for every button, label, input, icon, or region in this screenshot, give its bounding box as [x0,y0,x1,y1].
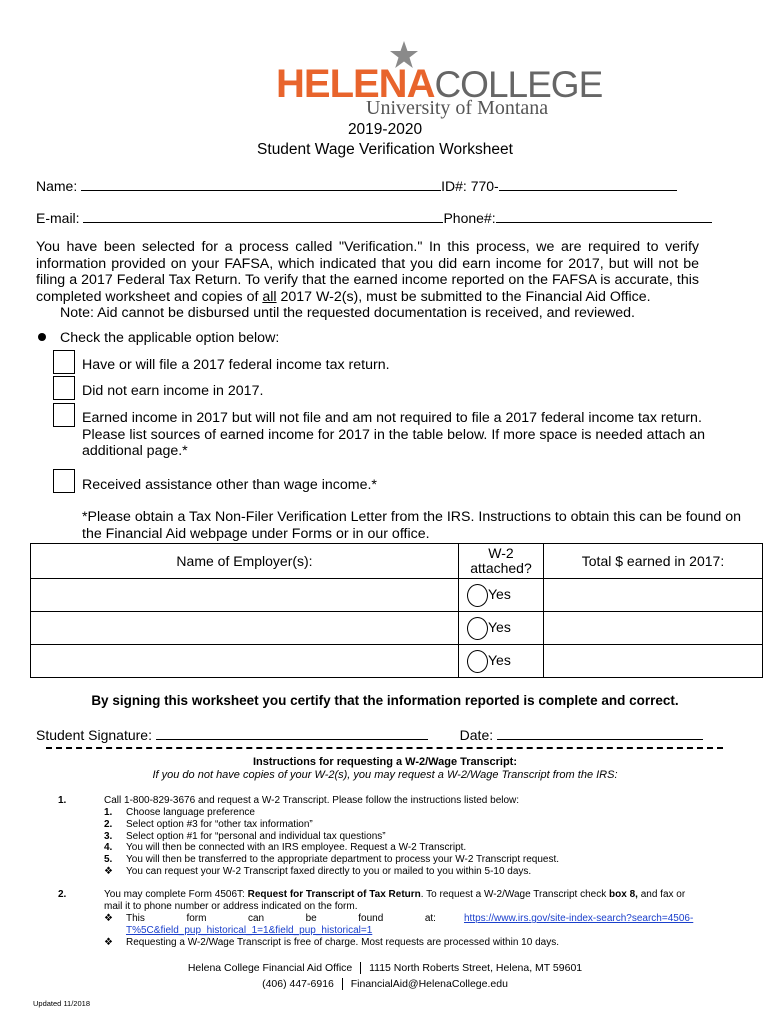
w2-yes-radio[interactable] [467,617,488,640]
step-2-bullet-1: ❖ This form can be found at: https://www.irs.gov/site-index-search?search=4506- [104,913,694,924]
date-field[interactable] [497,725,703,740]
list-item: 4. You will then be connected with an IRS employee. Request a W-2 Transcript. [104,842,467,854]
options-footnote: *Please obtain a Tax Non-Filer Verification Letter from the IRS. Instructions to obtain this can be found on the Financial Aid webpage under Forms or in our office. [82,509,742,542]
certify-statement: By signing this worksheet you certify that the information reported is complete and correct. [91,693,679,708]
name-row [36,176,677,194]
date-label: Date: [459,727,494,743]
header-employer: Name of Employer(s): [31,544,459,579]
option-checkbox-other-assistance[interactable] [53,469,75,493]
employer-cell[interactable] [31,645,459,678]
step-2-bullet-2: ❖ Requesting a W-2/Wage Transcript is free of charge. Most requests are processed within 10 days. [104,937,559,948]
bullet-icon [38,333,46,341]
footer-phone: (406) 447-6916 [262,978,334,990]
option-label-file: Have or will file a 2017 federal income tax return. [82,357,390,373]
step-2-link-continued [126,925,372,937]
table-row [31,579,763,612]
irs-form-link[interactable]: https://www.irs.gov/site-index-search?search=4506- [464,913,694,924]
instructions-title: Instructions for requesting a W-2/Wage Transcript: [252,756,518,768]
irs-form-link-cont[interactable]: T%5C&field_pup_historical_1=1&field_pup_historical=1 [126,925,373,936]
footer-address-line: Helena College Financial Aid Office 1115 North Roberts Street, Helena, MT 59601 [187,962,583,974]
w2-yes-label: Yes [488,618,511,635]
name-label: Name: [36,178,78,194]
email-row [36,208,712,226]
phone-label: Phone#: [443,210,496,226]
options-heading: Check the applicable option below: [60,330,280,346]
option-label-not-filing: Earned income in 2017 but will not file and am not required to file a 2017 federal income tax return. Please list sources of earned income for 2017 in the table below. If more space is needed attach an additional page.* [82,410,706,460]
w2-yes-radio[interactable] [467,584,488,607]
w2-yes-radio[interactable] [467,650,488,673]
step-1-number: 1. [58,795,67,806]
option-checkbox-file[interactable] [53,350,75,374]
signature-label: Student Signature: [36,727,152,743]
email-field[interactable] [83,208,443,223]
w2-yes-label: Yes [488,651,511,668]
email-label: E-mail: [36,210,80,226]
option-checkbox-no-income[interactable] [53,376,75,400]
name-field[interactable] [81,176,441,191]
phone-field[interactable] [496,208,712,223]
step-1-list [104,807,559,878]
id-field[interactable] [499,176,677,191]
list-item: ❖ You can request your W-2 Transcript faxed directly to you or mailed to you within 5-10 days. [104,865,532,877]
instructions-subtitle: If you do not have copies of your W-2(s), you may request a W-2/Wage Transcript from the IRS: [152,769,618,781]
option-checkbox-not-filing[interactable] [53,403,75,427]
table-row [31,645,763,678]
logo-college: COLLEGE [434,64,603,105]
table-header-row [31,544,763,579]
w2-cell [459,645,544,678]
intro-text-underlined: all [262,288,277,305]
list-item: 3. Select option #1 for “personal and individual tax questions” [104,830,386,842]
intro-text-2: 2017 W-2(s), must be submitted to the Financial Aid Office. [276,288,651,305]
employer-table [30,543,763,678]
id-label: ID#: 770- [441,178,499,194]
step-2-text: You may complete Form 4506T: Request for Transcript of Tax Return. To request a W-2/Wage Transcript check box 8, and fax or mail it to phone number or address indicated on the form. [104,889,686,912]
w2-cell [459,612,544,645]
w2-cell [459,579,544,612]
employer-cell[interactable] [31,612,459,645]
list-item: 5. You will then be transferred to the appropriate department to process your W-2 Transcript request. [104,854,560,866]
footer-contact-line [0,978,770,990]
total-cell[interactable] [544,579,763,612]
college-logo [0,40,770,120]
footer-email: FinancialAid@HelenaCollege.edu [350,978,508,990]
dashed-divider [46,747,723,749]
option-label-no-income: Did not earn income in 2017. [82,383,264,399]
option-label-other-assistance: Received assistance other than wage income.* [82,477,377,493]
total-cell[interactable] [544,612,763,645]
header-w2: W-2 attached? [459,544,544,579]
table-row [31,612,763,645]
step-2-number: 2. [58,889,67,900]
signature-field[interactable] [156,725,428,740]
header-total: Total $ earned in 2017: [544,544,763,579]
intro-text-1: You have been selected for a process called "Verification." In this process, we are required to verify information provided on your FAFSA, which indicated that you did earn income for 2017, but will not be filing a 2017 Federal Tax Return. To verify that the earned income reported on the FAFSA is accurate, this completed worksheet and copies of [36,239,699,305]
employer-cell[interactable] [31,579,459,612]
updated-date: Updated 11/2018 [33,999,90,1008]
signature-row [36,725,703,743]
logo-subtitle: University of Montana [366,97,549,119]
list-item: 1. Choose language preference [104,807,255,818]
list-item: 2. Select option #3 for “other tax information” [104,818,313,830]
document-year: 2019-2020 [347,121,423,138]
intro-note: Note: Aid cannot be disbursed until the requested documentation is received, and reviewed. [60,305,635,321]
w2-yes-label: Yes [488,585,511,602]
total-cell[interactable] [544,645,763,678]
document-title: Student Wage Verification Worksheet [257,141,513,158]
step-1-intro: Call 1-800-829-3676 and request a W-2 Transcript. Please follow the instructions listed below: [104,795,520,806]
logo-brand: HELENA [276,62,435,106]
intro-paragraph [36,239,699,305]
